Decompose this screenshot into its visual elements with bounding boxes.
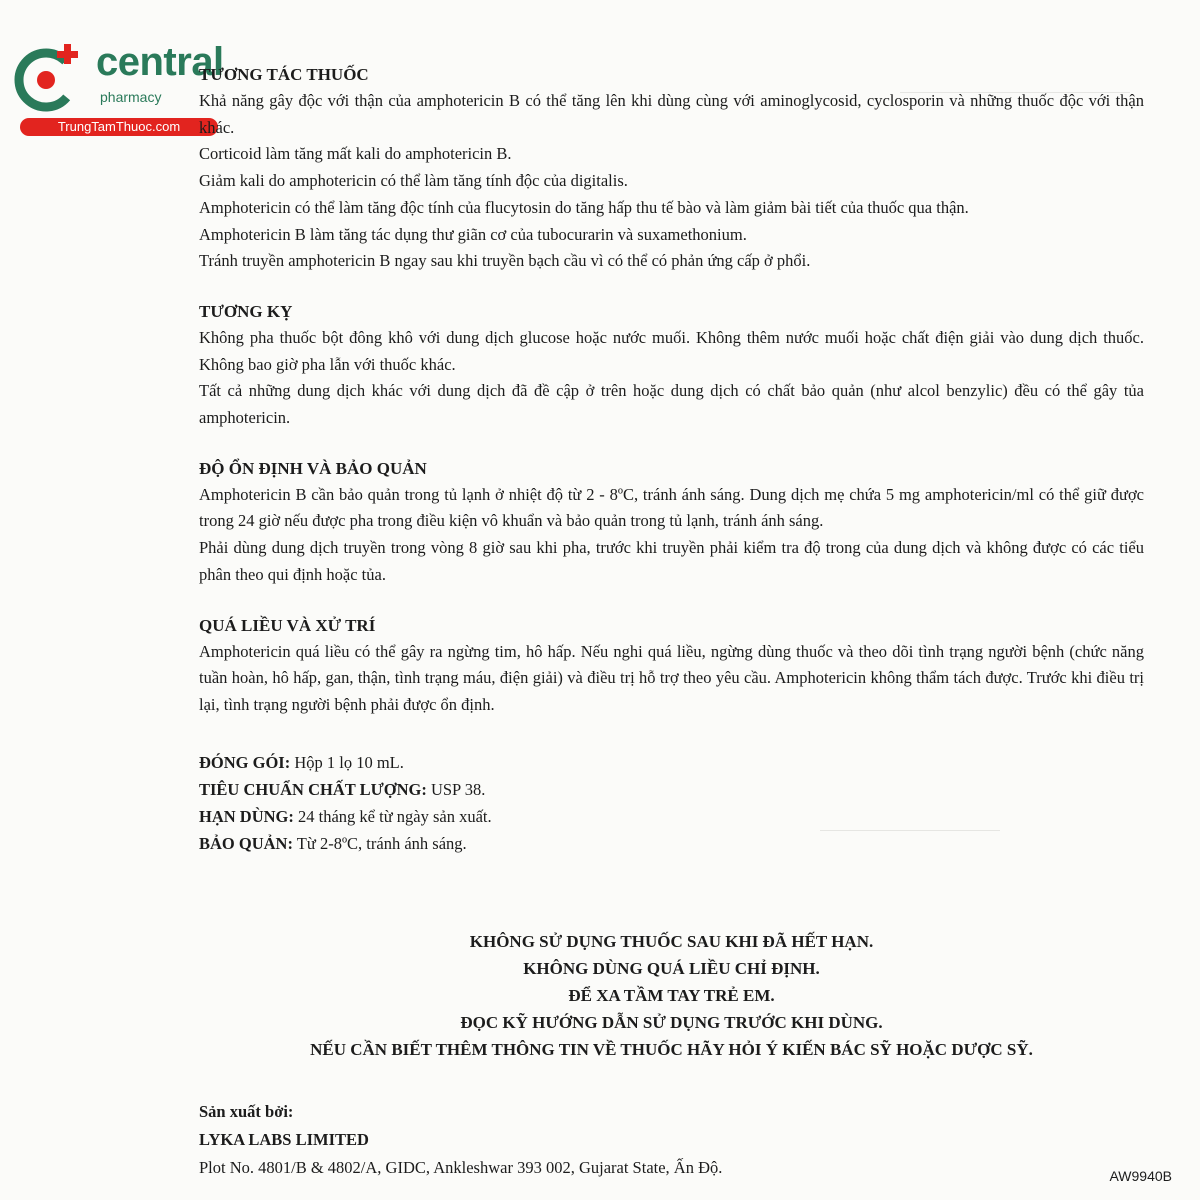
paragraph: Amphotericin quá liều có thể gây ra ngừng tim, hô hấp. Nếu nghi quá liều, ngừng dùng thuốc và theo dõi tình trạng người bệnh (chức năng tuần hoàn, hô hấp, gan, thận, tình trạng máu, điện giải) và điều trị hỗ trợ theo yêu cầu. Amphotericin không thẩm tách được. Trước khi điều trị lại, tình trạng người bệnh phải được ổn định.	[199, 641, 1144, 714]
warning-line: NẾU CẦN BIẾT THÊM THÔNG TIN VỀ THUỐC HÃY HỎI Ý KIẾN BÁC SỸ HOẶC DƯỢC SỸ.	[310, 1040, 1033, 1059]
warning-line: ĐỂ XA TẦM TAY TRẺ EM.	[568, 986, 775, 1005]
product-specs	[199, 749, 1144, 857]
paragraph: Giảm kali do amphotericin có thể làm tăng tính độc của digitalis.	[199, 171, 628, 191]
manufacturer-label: Sản xuất bởi:	[199, 1102, 294, 1121]
section-heading: QUÁ LIỀU VÀ XỬ TRÍ	[199, 615, 376, 635]
brand-url: TrungTamThuoc.com	[20, 118, 218, 136]
section-stability-storage	[199, 456, 1144, 589]
section-heading: TƯƠNG TÁC THUỐC	[199, 65, 369, 84]
spec-label: TIÊU CHUẨN CHẤT LƯỢNG:	[199, 779, 427, 799]
paragraph: Khả năng gây độc với thận của amphotericin B có thể tăng lên khi dùng cùng với aminoglycosid, cyclosporin và những thuốc độc với thận khác.	[199, 91, 1144, 137]
central-pharmacy-logo-icon	[12, 40, 88, 116]
section-interactions	[199, 62, 1144, 275]
section-incompatibilities	[199, 299, 1144, 432]
warning-line: KHÔNG SỬ DỤNG THUỐC SAU KHI ĐÃ HẾT HẠN.	[469, 932, 874, 951]
spec-label: HẠN DÙNG:	[199, 806, 294, 826]
spec-value: Hộp 1 lọ 10 mL.	[294, 752, 404, 772]
brand-subtitle: pharmacy	[100, 89, 162, 105]
section-heading: ĐỘ ỔN ĐỊNH VÀ BẢO QUẢN	[199, 458, 427, 478]
document-body	[199, 62, 1144, 857]
paragraph: Amphotericin có thể làm tăng độc tính của flucytosin do tăng hấp thu tế bào và làm giảm bài tiết của thuốc qua thận.	[199, 197, 969, 217]
paragraph: Không pha thuốc bột đông khô với dung dịch glucose hoặc nước muối. Không thêm nước muối hoặc chất điện giải vào dung dịch thuốc. Không bao giờ pha lẫn với thuốc khác.	[199, 327, 1144, 374]
section-overdose	[199, 613, 1144, 719]
paragraph: Phải dùng dung dịch truyền trong vòng 8 giờ sau khi pha, trước khi truyền phải kiểm tra độ trong của dung dịch và không được có các tiểu phân theo qui định hoặc tủa.	[199, 538, 1144, 584]
spec-storage	[199, 830, 1144, 857]
paragraph: Tất cả những dung dịch khác với dung dịch đã đề cập ở trên hoặc dung dịch có chất bảo quản (như alcol benzylic) đều có thể gây tủa amphotericin.	[199, 381, 1144, 428]
brand-name: central	[96, 40, 224, 84]
paragraph: Amphotericin B làm tăng tác dụng thư giãn cơ của tubocurarin và suxamethonium.	[199, 224, 747, 244]
paragraph: Corticoid làm tăng mất kali do amphotericin B.	[199, 144, 512, 164]
spec-packaging	[199, 749, 1144, 776]
spec-label: BẢO QUẢN:	[199, 833, 293, 853]
document-code: AW9940B	[1109, 1168, 1172, 1184]
section-heading: TƯƠNG KỴ	[199, 301, 293, 321]
paragraph: Tránh truyền amphotericin B ngay sau khi truyền bạch cầu vì có thể có phản ứng cấp ở phổi.	[199, 251, 811, 271]
manufacturer-block	[199, 1098, 1099, 1182]
warnings-block	[199, 928, 1144, 1063]
manufacturer-address: Plot No. 4801/B & 4802/A, GIDC, Ankleshwar 393 002, Gujarat State, Ấn Độ.	[199, 1158, 723, 1177]
manufacturer-name: LYKA LABS LIMITED	[199, 1130, 369, 1149]
spec-value: Từ 2-8ºC, tránh ánh sáng.	[296, 833, 467, 853]
spec-value: USP 38.	[430, 779, 486, 799]
spec-label: ĐÓNG GÓI:	[199, 752, 291, 772]
paragraph: Amphotericin B cần bảo quản trong tủ lạnh ở nhiệt độ từ 2 - 8ºC, tránh ánh sáng. Dung dịch mẹ chứa 5 mg amphotericin/ml có thể giữ được trong 24 giờ nếu được pha trong điều kiện vô khuẩn và bảo quản trong tủ lạnh, tránh ánh sáng.	[199, 484, 1144, 531]
brand-logo	[10, 36, 224, 136]
warning-line: KHÔNG DÙNG QUÁ LIỀU CHỈ ĐỊNH.	[523, 959, 820, 978]
spec-shelf-life	[199, 803, 1144, 830]
spec-quality-standard	[199, 776, 1144, 803]
spec-value: 24 tháng kể từ ngày sản xuất.	[298, 806, 492, 826]
warning-line: ĐỌC KỸ HƯỚNG DẪN SỬ DỤNG TRƯỚC KHI DÙNG.	[460, 1013, 883, 1032]
